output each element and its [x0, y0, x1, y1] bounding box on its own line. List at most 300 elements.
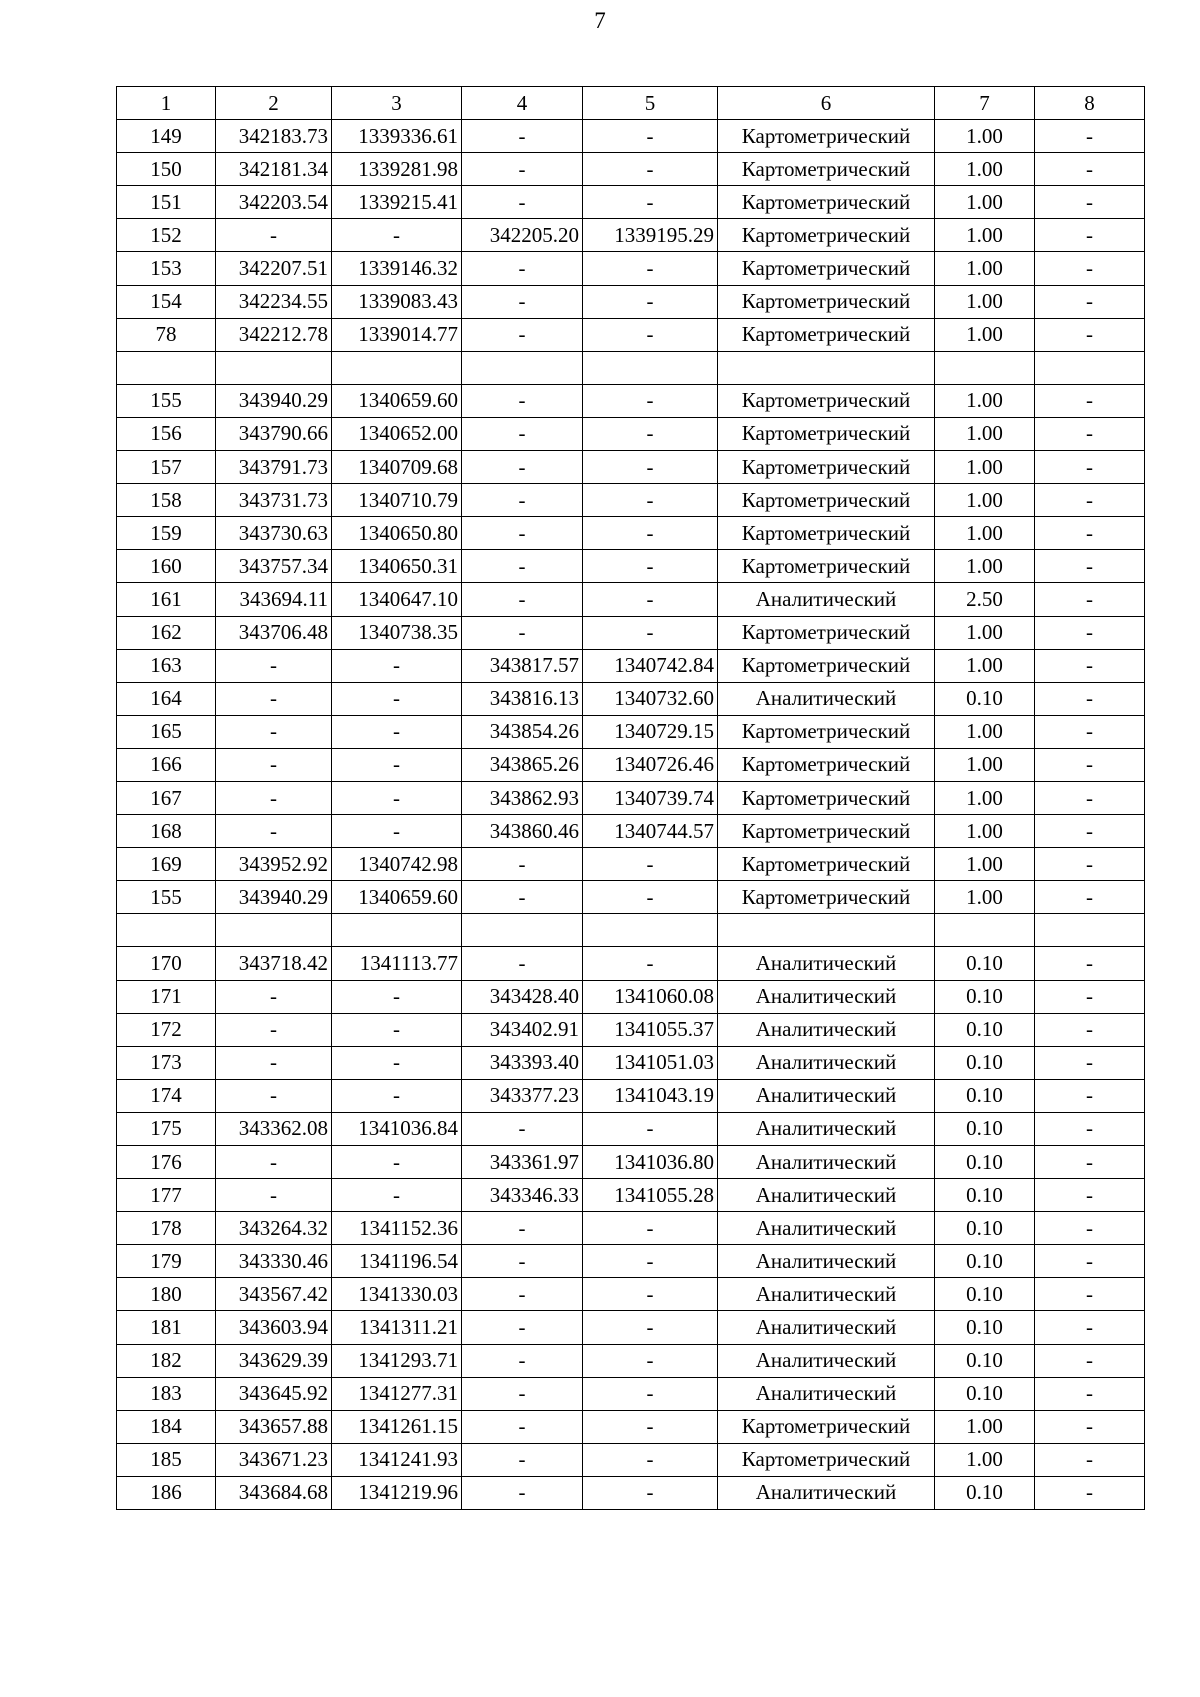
- x-coordinate-cell: 342207.51: [216, 252, 332, 285]
- x-new-coordinate-cell: 343402.91: [462, 1013, 583, 1046]
- point-number-cell: [117, 914, 216, 947]
- point-number-cell: 163: [117, 649, 216, 682]
- column-header: 7: [935, 87, 1035, 120]
- note-cell: -: [1035, 748, 1145, 781]
- y-coordinate-cell: 1340650.31: [332, 550, 462, 583]
- x-coordinate-cell: -: [216, 781, 332, 814]
- y-new-coordinate-cell: 1340744.57: [583, 815, 718, 848]
- point-number-cell: 173: [117, 1046, 216, 1079]
- point-number-cell: 171: [117, 980, 216, 1013]
- note-cell: -: [1035, 1311, 1145, 1344]
- y-coordinate-cell: 1341152.36: [332, 1212, 462, 1245]
- note-cell: -: [1035, 318, 1145, 351]
- x-coordinate-cell: -: [216, 1179, 332, 1212]
- accuracy-cell: 0.10: [935, 980, 1035, 1013]
- method-cell: Картометрический: [718, 285, 935, 318]
- accuracy-cell: 1.00: [935, 550, 1035, 583]
- point-number-cell: 172: [117, 1013, 216, 1046]
- table-row: [117, 848, 1145, 881]
- method-cell: Картометрический: [718, 649, 935, 682]
- y-new-coordinate-cell: -: [583, 1443, 718, 1476]
- method-cell: Картометрический: [718, 781, 935, 814]
- x-coordinate-cell: 342181.34: [216, 153, 332, 186]
- table-row: [117, 351, 1145, 384]
- accuracy-cell: 1.00: [935, 153, 1035, 186]
- method-cell: Аналитический: [718, 1476, 935, 1509]
- point-number-cell: 155: [117, 881, 216, 914]
- table-row: [117, 318, 1145, 351]
- x-coordinate-cell: 343940.29: [216, 384, 332, 417]
- table-row: [117, 219, 1145, 252]
- x-coordinate-cell: -: [216, 1146, 332, 1179]
- y-coordinate-cell: -: [332, 715, 462, 748]
- table-row: [117, 914, 1145, 947]
- note-cell: -: [1035, 285, 1145, 318]
- x-new-coordinate-cell: 343862.93: [462, 781, 583, 814]
- method-cell: Аналитический: [718, 1146, 935, 1179]
- note-cell: -: [1035, 1146, 1145, 1179]
- point-number-cell: 160: [117, 550, 216, 583]
- accuracy-cell: 0.10: [935, 1212, 1035, 1245]
- y-new-coordinate-cell: -: [583, 318, 718, 351]
- y-new-coordinate-cell: -: [583, 1410, 718, 1443]
- note-cell: -: [1035, 484, 1145, 517]
- y-coordinate-cell: -: [332, 219, 462, 252]
- x-new-coordinate-cell: 343860.46: [462, 815, 583, 848]
- y-coordinate-cell: 1339014.77: [332, 318, 462, 351]
- table-row: [117, 1311, 1145, 1344]
- note-cell: -: [1035, 1046, 1145, 1079]
- point-number-cell: 167: [117, 781, 216, 814]
- note-cell: -: [1035, 517, 1145, 550]
- point-number-cell: 161: [117, 583, 216, 616]
- accuracy-cell: 2.50: [935, 583, 1035, 616]
- x-new-coordinate-cell: -: [462, 616, 583, 649]
- y-coordinate-cell: 1340659.60: [332, 881, 462, 914]
- table-row: [117, 384, 1145, 417]
- note-cell: -: [1035, 451, 1145, 484]
- note-cell: -: [1035, 1245, 1145, 1278]
- column-header: 3: [332, 87, 462, 120]
- accuracy-cell: 1.00: [935, 881, 1035, 914]
- y-new-coordinate-cell: -: [583, 616, 718, 649]
- method-cell: Аналитический: [718, 682, 935, 715]
- x-coordinate-cell: -: [216, 1079, 332, 1112]
- table-row: [117, 1112, 1145, 1145]
- coordinates-table: [116, 86, 1145, 1510]
- x-new-coordinate-cell: -: [462, 285, 583, 318]
- x-new-coordinate-cell: -: [462, 1410, 583, 1443]
- x-coordinate-cell: 343603.94: [216, 1311, 332, 1344]
- table-row: [117, 781, 1145, 814]
- table-row: [117, 1013, 1145, 1046]
- point-number-cell: 179: [117, 1245, 216, 1278]
- x-new-coordinate-cell: -: [462, 252, 583, 285]
- x-coordinate-cell: 343791.73: [216, 451, 332, 484]
- y-coordinate-cell: 1341277.31: [332, 1377, 462, 1410]
- accuracy-cell: 1.00: [935, 384, 1035, 417]
- method-cell: Картометрический: [718, 517, 935, 550]
- note-cell: -: [1035, 1079, 1145, 1112]
- point-number-cell: 154: [117, 285, 216, 318]
- y-coordinate-cell: 1340650.80: [332, 517, 462, 550]
- table-row: [117, 484, 1145, 517]
- x-new-coordinate-cell: -: [462, 417, 583, 450]
- x-coordinate-cell: 343730.63: [216, 517, 332, 550]
- x-new-coordinate-cell: -: [462, 1443, 583, 1476]
- note-cell: -: [1035, 186, 1145, 219]
- note-cell: -: [1035, 252, 1145, 285]
- y-coordinate-cell: -: [332, 1046, 462, 1079]
- point-number-cell: 168: [117, 815, 216, 848]
- x-coordinate-cell: 342234.55: [216, 285, 332, 318]
- y-coordinate-cell: -: [332, 1179, 462, 1212]
- y-new-coordinate-cell: -: [583, 1245, 718, 1278]
- note-cell: -: [1035, 550, 1145, 583]
- accuracy-cell: 0.10: [935, 1344, 1035, 1377]
- y-new-coordinate-cell: -: [583, 881, 718, 914]
- note-cell: -: [1035, 1443, 1145, 1476]
- method-cell: [718, 351, 935, 384]
- point-number-cell: 156: [117, 417, 216, 450]
- y-coordinate-cell: 1340647.10: [332, 583, 462, 616]
- y-coordinate-cell: 1341219.96: [332, 1476, 462, 1509]
- note-cell: -: [1035, 980, 1145, 1013]
- method-cell: Аналитический: [718, 947, 935, 980]
- x-new-coordinate-cell: -: [462, 550, 583, 583]
- method-cell: Аналитический: [718, 1344, 935, 1377]
- x-coordinate-cell: 343790.66: [216, 417, 332, 450]
- column-header: 2: [216, 87, 332, 120]
- y-new-coordinate-cell: 1341055.37: [583, 1013, 718, 1046]
- x-new-coordinate-cell: -: [462, 881, 583, 914]
- y-coordinate-cell: [332, 914, 462, 947]
- x-new-coordinate-cell: -: [462, 583, 583, 616]
- x-new-coordinate-cell: -: [462, 1344, 583, 1377]
- page-number: 7: [594, 8, 606, 33]
- x-coordinate-cell: -: [216, 682, 332, 715]
- point-number-cell: 181: [117, 1311, 216, 1344]
- y-new-coordinate-cell: -: [583, 120, 718, 153]
- method-cell: Картометрический: [718, 451, 935, 484]
- x-new-coordinate-cell: -: [462, 1311, 583, 1344]
- x-coordinate-cell: -: [216, 1046, 332, 1079]
- point-number-cell: 151: [117, 186, 216, 219]
- method-cell: Аналитический: [718, 980, 935, 1013]
- x-coordinate-cell: 342183.73: [216, 120, 332, 153]
- y-new-coordinate-cell: 1340732.60: [583, 682, 718, 715]
- method-cell: Картометрический: [718, 252, 935, 285]
- method-cell: Картометрический: [718, 417, 935, 450]
- method-cell: Аналитический: [718, 1311, 935, 1344]
- table-row: [117, 1245, 1145, 1278]
- method-cell: Картометрический: [718, 1410, 935, 1443]
- y-new-coordinate-cell: -: [583, 947, 718, 980]
- y-new-coordinate-cell: [583, 914, 718, 947]
- x-new-coordinate-cell: [462, 351, 583, 384]
- x-coordinate-cell: [216, 351, 332, 384]
- table-row: [117, 616, 1145, 649]
- x-coordinate-cell: 343940.29: [216, 881, 332, 914]
- note-cell: -: [1035, 1179, 1145, 1212]
- accuracy-cell: 0.10: [935, 1179, 1035, 1212]
- x-coordinate-cell: 343684.68: [216, 1476, 332, 1509]
- y-coordinate-cell: -: [332, 980, 462, 1013]
- method-cell: Аналитический: [718, 1278, 935, 1311]
- y-coordinate-cell: 1340710.79: [332, 484, 462, 517]
- method-cell: Аналитический: [718, 583, 935, 616]
- point-number-cell: 155: [117, 384, 216, 417]
- column-header: 1: [117, 87, 216, 120]
- note-cell: -: [1035, 781, 1145, 814]
- point-number-cell: [117, 351, 216, 384]
- table-row: [117, 153, 1145, 186]
- table-row: [117, 649, 1145, 682]
- y-new-coordinate-cell: -: [583, 252, 718, 285]
- note-cell: -: [1035, 682, 1145, 715]
- accuracy-cell: 1.00: [935, 748, 1035, 781]
- method-cell: Картометрический: [718, 120, 935, 153]
- accuracy-cell: 1.00: [935, 616, 1035, 649]
- y-new-coordinate-cell: 1341043.19: [583, 1079, 718, 1112]
- note-cell: -: [1035, 1344, 1145, 1377]
- table-row: [117, 1146, 1145, 1179]
- table-row: [117, 1179, 1145, 1212]
- note-cell: [1035, 351, 1145, 384]
- note-cell: -: [1035, 815, 1145, 848]
- x-coordinate-cell: -: [216, 815, 332, 848]
- x-new-coordinate-cell: -: [462, 384, 583, 417]
- point-number-cell: 164: [117, 682, 216, 715]
- x-new-coordinate-cell: -: [462, 451, 583, 484]
- method-cell: Картометрический: [718, 715, 935, 748]
- accuracy-cell: 1.00: [935, 252, 1035, 285]
- point-number-cell: 162: [117, 616, 216, 649]
- y-new-coordinate-cell: -: [583, 1212, 718, 1245]
- table-row: [117, 1278, 1145, 1311]
- accuracy-cell: 1.00: [935, 649, 1035, 682]
- accuracy-cell: 0.10: [935, 1013, 1035, 1046]
- y-coordinate-cell: [332, 351, 462, 384]
- y-new-coordinate-cell: 1341051.03: [583, 1046, 718, 1079]
- table-row: [117, 186, 1145, 219]
- table-row: [117, 682, 1145, 715]
- method-cell: Аналитический: [718, 1079, 935, 1112]
- accuracy-cell: 0.10: [935, 1311, 1035, 1344]
- method-cell: Картометрический: [718, 881, 935, 914]
- method-cell: Картометрический: [718, 384, 935, 417]
- x-coordinate-cell: 343718.42: [216, 947, 332, 980]
- y-coordinate-cell: -: [332, 682, 462, 715]
- x-coordinate-cell: 343952.92: [216, 848, 332, 881]
- x-new-coordinate-cell: 343393.40: [462, 1046, 583, 1079]
- note-cell: -: [1035, 1476, 1145, 1509]
- table-row: [117, 1046, 1145, 1079]
- y-coordinate-cell: -: [332, 649, 462, 682]
- y-new-coordinate-cell: -: [583, 517, 718, 550]
- x-new-coordinate-cell: -: [462, 947, 583, 980]
- accuracy-cell: 1.00: [935, 417, 1035, 450]
- note-cell: -: [1035, 219, 1145, 252]
- accuracy-cell: 1.00: [935, 1410, 1035, 1443]
- accuracy-cell: 1.00: [935, 715, 1035, 748]
- x-new-coordinate-cell: -: [462, 120, 583, 153]
- column-header: 4: [462, 87, 583, 120]
- method-cell: Аналитический: [718, 1377, 935, 1410]
- point-number-cell: 150: [117, 153, 216, 186]
- x-coordinate-cell: -: [216, 748, 332, 781]
- point-number-cell: 183: [117, 1377, 216, 1410]
- y-new-coordinate-cell: -: [583, 285, 718, 318]
- accuracy-cell: 1.00: [935, 219, 1035, 252]
- point-number-cell: 176: [117, 1146, 216, 1179]
- y-new-coordinate-cell: 1341055.28: [583, 1179, 718, 1212]
- y-new-coordinate-cell: 1340729.15: [583, 715, 718, 748]
- note-cell: -: [1035, 120, 1145, 153]
- note-cell: -: [1035, 947, 1145, 980]
- y-coordinate-cell: 1341196.54: [332, 1245, 462, 1278]
- method-cell: Картометрический: [718, 748, 935, 781]
- note-cell: -: [1035, 881, 1145, 914]
- accuracy-cell: 0.10: [935, 1245, 1035, 1278]
- table-row: [117, 1443, 1145, 1476]
- x-coordinate-cell: 343645.92: [216, 1377, 332, 1410]
- method-cell: Картометрический: [718, 815, 935, 848]
- y-coordinate-cell: 1340738.35: [332, 616, 462, 649]
- y-new-coordinate-cell: 1341036.80: [583, 1146, 718, 1179]
- table-row: [117, 715, 1145, 748]
- point-number-cell: 174: [117, 1079, 216, 1112]
- note-cell: -: [1035, 1278, 1145, 1311]
- x-new-coordinate-cell: 343865.26: [462, 748, 583, 781]
- y-new-coordinate-cell: [583, 351, 718, 384]
- x-coordinate-cell: 343757.34: [216, 550, 332, 583]
- point-number-cell: 184: [117, 1410, 216, 1443]
- y-new-coordinate-cell: -: [583, 384, 718, 417]
- method-cell: Картометрический: [718, 219, 935, 252]
- x-coordinate-cell: -: [216, 649, 332, 682]
- note-cell: -: [1035, 417, 1145, 450]
- accuracy-cell: 1.00: [935, 1443, 1035, 1476]
- accuracy-cell: 0.10: [935, 1079, 1035, 1112]
- y-new-coordinate-cell: -: [583, 484, 718, 517]
- x-new-coordinate-cell: -: [462, 1377, 583, 1410]
- y-coordinate-cell: -: [332, 815, 462, 848]
- y-coordinate-cell: -: [332, 781, 462, 814]
- y-coordinate-cell: -: [332, 1146, 462, 1179]
- point-number-cell: 178: [117, 1212, 216, 1245]
- y-coordinate-cell: 1341036.84: [332, 1112, 462, 1145]
- x-coordinate-cell: 342203.54: [216, 186, 332, 219]
- y-coordinate-cell: 1340652.00: [332, 417, 462, 450]
- y-new-coordinate-cell: -: [583, 1112, 718, 1145]
- point-number-cell: 170: [117, 947, 216, 980]
- x-coordinate-cell: -: [216, 980, 332, 1013]
- y-coordinate-cell: 1339146.32: [332, 252, 462, 285]
- y-coordinate-cell: 1339281.98: [332, 153, 462, 186]
- y-new-coordinate-cell: 1340739.74: [583, 781, 718, 814]
- note-cell: -: [1035, 583, 1145, 616]
- accuracy-cell: 1.00: [935, 781, 1035, 814]
- note-cell: -: [1035, 1013, 1145, 1046]
- accuracy-cell: 0.10: [935, 682, 1035, 715]
- x-new-coordinate-cell: -: [462, 848, 583, 881]
- y-new-coordinate-cell: -: [583, 1377, 718, 1410]
- x-coordinate-cell: 343731.73: [216, 484, 332, 517]
- note-cell: [1035, 914, 1145, 947]
- y-coordinate-cell: 1339215.41: [332, 186, 462, 219]
- x-new-coordinate-cell: 343346.33: [462, 1179, 583, 1212]
- table-row: [117, 980, 1145, 1013]
- point-number-cell: 180: [117, 1278, 216, 1311]
- x-new-coordinate-cell: 343816.13: [462, 682, 583, 715]
- point-number-cell: 149: [117, 120, 216, 153]
- x-coordinate-cell: 343362.08: [216, 1112, 332, 1145]
- x-coordinate-cell: -: [216, 219, 332, 252]
- note-cell: -: [1035, 1112, 1145, 1145]
- note-cell: -: [1035, 153, 1145, 186]
- table-row: [117, 815, 1145, 848]
- table-row: [117, 748, 1145, 781]
- x-coordinate-cell: -: [216, 715, 332, 748]
- table-row: [117, 120, 1145, 153]
- accuracy-cell: 1.00: [935, 186, 1035, 219]
- y-coordinate-cell: 1341261.15: [332, 1410, 462, 1443]
- table-row: [117, 1476, 1145, 1509]
- y-coordinate-cell: 1340709.68: [332, 451, 462, 484]
- x-coordinate-cell: 343629.39: [216, 1344, 332, 1377]
- x-new-coordinate-cell: -: [462, 517, 583, 550]
- table-row: [117, 517, 1145, 550]
- x-coordinate-cell: -: [216, 1013, 332, 1046]
- x-coordinate-cell: 343264.32: [216, 1212, 332, 1245]
- table-row: [117, 1377, 1145, 1410]
- y-new-coordinate-cell: 1341060.08: [583, 980, 718, 1013]
- x-new-coordinate-cell: -: [462, 1278, 583, 1311]
- accuracy-cell: 1.00: [935, 451, 1035, 484]
- accuracy-cell: 1.00: [935, 848, 1035, 881]
- note-cell: -: [1035, 715, 1145, 748]
- y-new-coordinate-cell: 1339195.29: [583, 219, 718, 252]
- y-coordinate-cell: -: [332, 1013, 462, 1046]
- column-header: 8: [1035, 87, 1145, 120]
- y-new-coordinate-cell: -: [583, 1278, 718, 1311]
- point-number-cell: 153: [117, 252, 216, 285]
- method-cell: Картометрический: [718, 318, 935, 351]
- y-new-coordinate-cell: -: [583, 451, 718, 484]
- table-row: [117, 417, 1145, 450]
- point-number-cell: 169: [117, 848, 216, 881]
- x-coordinate-cell: 342212.78: [216, 318, 332, 351]
- accuracy-cell: 0.10: [935, 1377, 1035, 1410]
- point-number-cell: 159: [117, 517, 216, 550]
- method-cell: [718, 914, 935, 947]
- accuracy-cell: 1.00: [935, 517, 1035, 550]
- column-header: 6: [718, 87, 935, 120]
- point-number-cell: 152: [117, 219, 216, 252]
- method-cell: Картометрический: [718, 616, 935, 649]
- y-coordinate-cell: 1341113.77: [332, 947, 462, 980]
- x-new-coordinate-cell: 343361.97: [462, 1146, 583, 1179]
- method-cell: Аналитический: [718, 1112, 935, 1145]
- accuracy-cell: 0.10: [935, 1278, 1035, 1311]
- x-coordinate-cell: 343694.11: [216, 583, 332, 616]
- accuracy-cell: [935, 914, 1035, 947]
- y-coordinate-cell: 1341330.03: [332, 1278, 462, 1311]
- point-number-cell: 175: [117, 1112, 216, 1145]
- table-row: [117, 1410, 1145, 1443]
- x-new-coordinate-cell: -: [462, 1245, 583, 1278]
